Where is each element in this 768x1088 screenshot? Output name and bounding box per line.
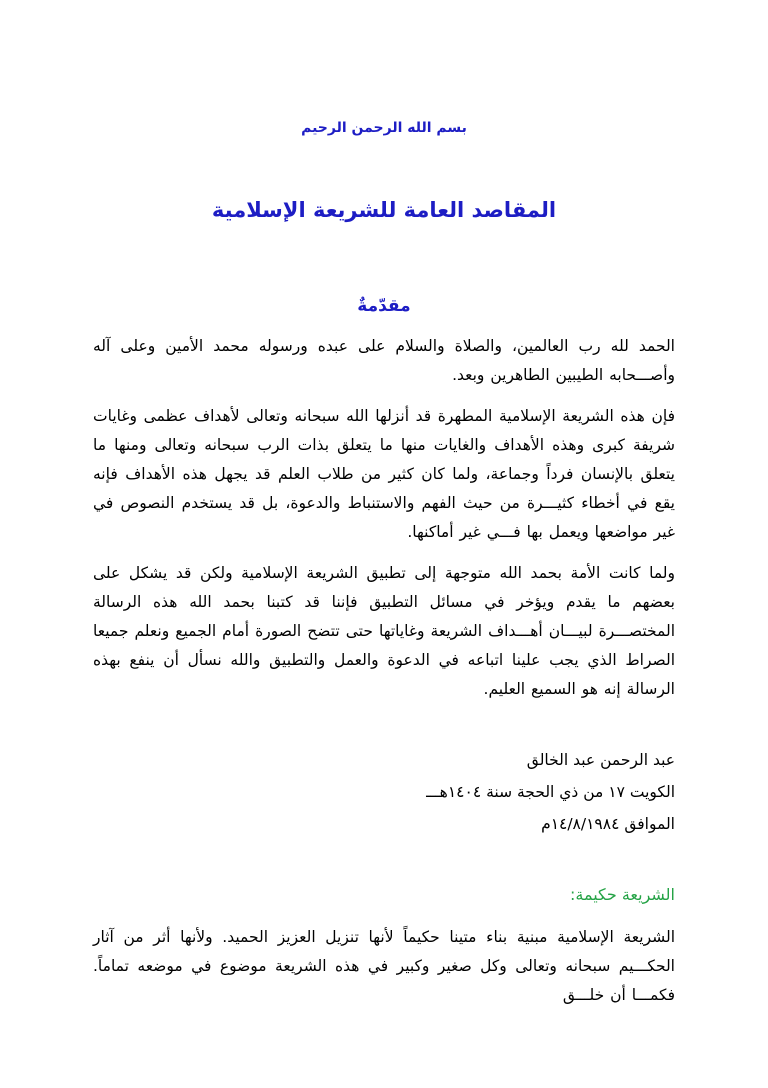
intro-heading: مقدّمةٌ bbox=[357, 296, 411, 316]
signature-date-gregorian: الموافق ١٤/٨/١٩٨٤م bbox=[541, 815, 675, 833]
document-title: المقاصد العامة للشريعة الإسلامية bbox=[211, 198, 557, 222]
section-heading-sharia-wise: الشريعة حكيمة: bbox=[569, 885, 675, 904]
bismillah-text: بسم الله الرحمن الرحيم bbox=[301, 120, 467, 136]
intro-paragraph-3: ولما كانت الأمة بحمد الله متوجهة إلى تطبيق الشريعة الإسلامية ولكن قد يشكل على بعضهم ما يقدم ويؤخر في مسائل التطبيق فإننا قد كتبنا بحمد الله هذه الرسالة المختصـــرة لبيـــان أهـــداف الشريعة وغاياتها حتى تتضح الصورة أمام الجميع ونعلم جميعا الصراط الذي يجب علينا اتباعه في الدعوة والعمل والتطبيق والله نسأل أن ينفع بهذه الرسالة إنه هو السميع العليم. bbox=[93, 564, 675, 698]
signature-author-name: عبد الرحمن عبد الخالق bbox=[526, 751, 675, 769]
signature-block bbox=[93, 744, 675, 840]
intro-paragraph-1: الحمد لله رب العالمين، والصلاة والسلام على عبده ورسوله محمد الأمين وعلى آله وأصـــحابه الطيبين الطاهرين وبعد. bbox=[93, 337, 675, 384]
section-paragraph: الشريعة الإسلامية مبنية بناء متينا حكيماً لأنها تنزيل العزيز الحميد. ولأنها أثر من آثار الحكـــيم سبحانه وتعالى وكل صغير وكبير في هذه الشريعة موضوع في موضعه تماماً. فكمـــا أن خلـــق bbox=[93, 928, 675, 1004]
intro-paragraph-2: فإن هذه الشريعة الإسلامية المطهرة قد أنزلها الله سبحانه وتعالى لأهداف عظمى وغايات شريفة كبرى وهذه الأهداف والغايات منها ما يتعلق بذات الرب سبحانه وتعالى ومنها ما يتعلق بالإنسان فرداً وجماعة، ولما كان كثير من طلاب العلم قد يجهل هذه الأهداف فإنه يقع في أخطاء كثيـــرة من حيث الفهم والاستنباط والدعوة، بل قد يستخدم النصوص في غير مواضعها ويعمل بها فـــي غير أماكنها. bbox=[93, 407, 675, 541]
signature-date-hijri: الكويت ١٧ من ذي الحجة سنة ١٤٠٤هـــ bbox=[426, 783, 675, 801]
